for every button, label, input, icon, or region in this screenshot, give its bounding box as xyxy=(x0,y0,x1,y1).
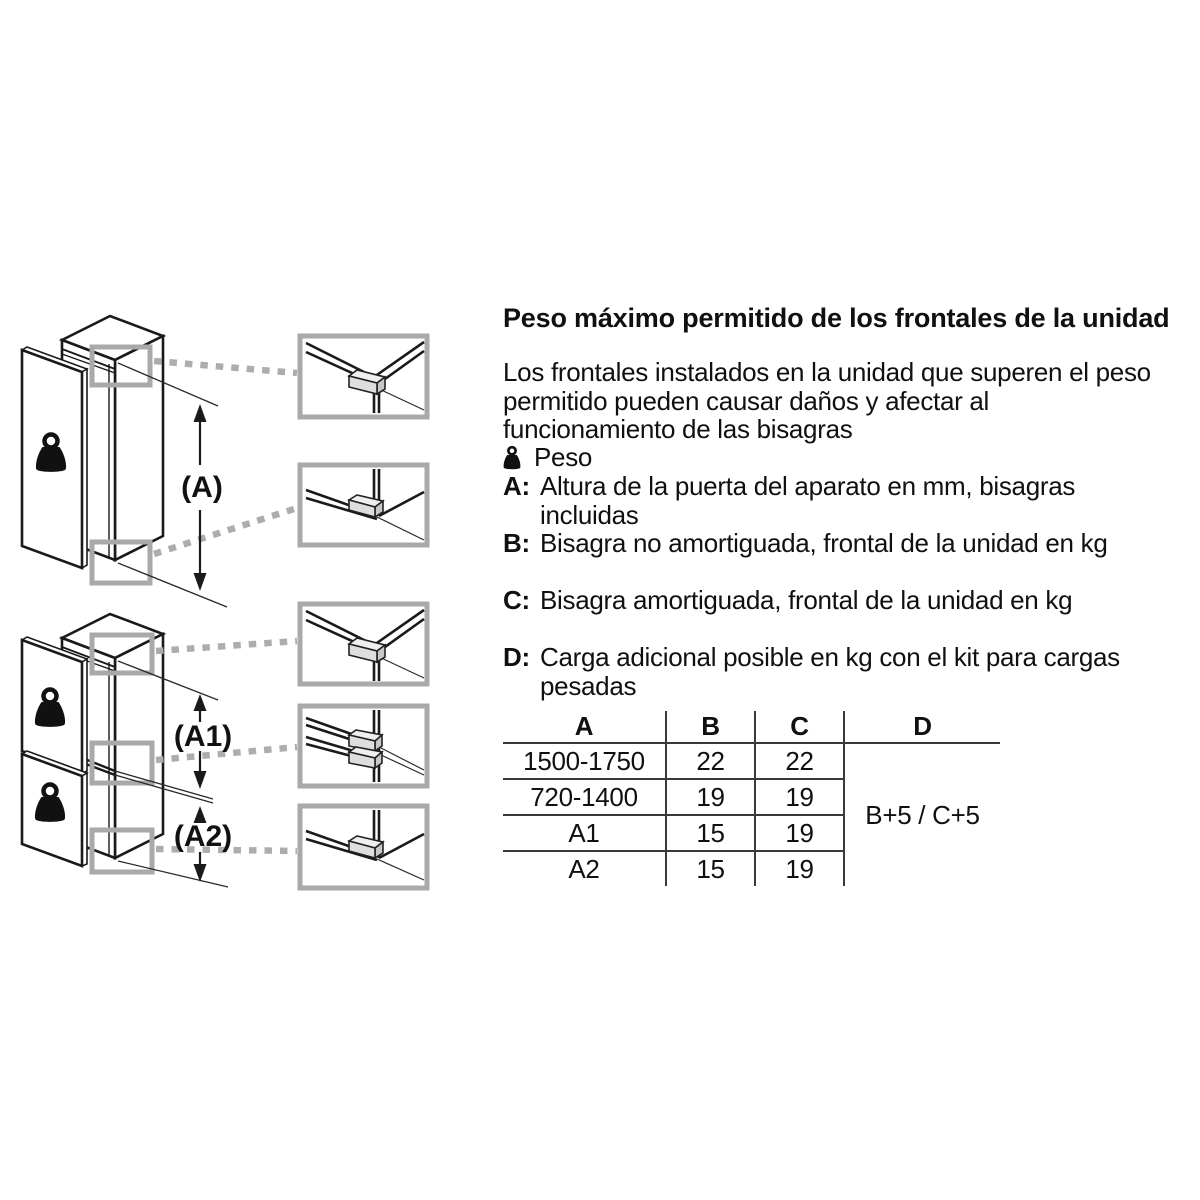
col-header-b: B xyxy=(666,711,755,743)
dashed-connectors xyxy=(154,361,297,554)
dimension-label-a2: (A2) xyxy=(173,820,233,853)
cell-a: A1 xyxy=(503,815,666,851)
cell-d-merged: B+5 / C+5 xyxy=(865,799,980,830)
legend-text: Bisagra no amortiguada, frontal de la unidad en kg xyxy=(540,528,1108,558)
legend-key: C: xyxy=(503,585,530,615)
cell-b: 15 xyxy=(666,815,755,851)
dimension-label-a1: (A1) xyxy=(173,720,233,753)
cell-a: 720-1400 xyxy=(503,779,666,815)
hinge-detail-top-double xyxy=(300,604,427,684)
intro-paragraph xyxy=(503,358,1178,444)
hinge-detail-middle-double xyxy=(300,706,427,786)
cell-b: 15 xyxy=(666,851,755,886)
weight-icon xyxy=(503,446,521,470)
arrowhead-up xyxy=(194,694,207,711)
dimension-a xyxy=(181,404,223,591)
intro-line: funcionamiento de las bisagras xyxy=(503,414,853,444)
single-door-unit-diagram xyxy=(22,316,297,607)
hinge-detail-top-single xyxy=(300,336,427,417)
cell-c: 19 xyxy=(755,779,844,815)
legend-peso-label: Peso xyxy=(534,442,593,473)
legend-key: A: xyxy=(503,471,530,501)
cell-a: 1500-1750 xyxy=(503,743,666,779)
intro-line: Los frontales instalados en la unidad que superen el peso xyxy=(503,357,1151,387)
double-door-unit-diagram xyxy=(22,614,297,887)
legend-item-d xyxy=(503,643,1178,700)
legend-text: Bisagra amortiguada, frontal de la unidad en kg xyxy=(540,585,1073,615)
dimension-a2 xyxy=(174,806,232,882)
cell-b: 19 xyxy=(666,779,755,815)
cell-c: 19 xyxy=(755,851,844,886)
hinge-block xyxy=(349,730,382,768)
legend-item-a xyxy=(503,472,1178,529)
cell-c: 19 xyxy=(755,815,844,851)
legend-item-b xyxy=(503,529,1178,558)
col-header-d: D xyxy=(844,711,1000,743)
legend-peso-row xyxy=(503,444,1178,473)
col-header-c: C xyxy=(755,711,844,743)
table-row xyxy=(503,743,1000,779)
arrowhead-down xyxy=(194,771,207,789)
legend-key: D: xyxy=(503,642,530,672)
hinge-detail-bottom-single xyxy=(300,465,427,545)
cell-a: A2 xyxy=(503,851,666,886)
dimension-a1 xyxy=(174,694,232,789)
table-header-row xyxy=(503,711,1000,743)
legend-text: Altura de la puerta del aparato en mm, bisagras incluidas xyxy=(540,471,1076,530)
legend-key: B: xyxy=(503,528,530,558)
dimension-label-a: (A) xyxy=(181,471,223,504)
text-column xyxy=(503,302,1178,886)
arrowhead-up xyxy=(194,404,207,422)
cell-c: 22 xyxy=(755,743,844,779)
intro-line: permitido pueden causar daños y afectar al xyxy=(503,385,990,416)
weight-limits-table xyxy=(503,711,1000,886)
cell-b: 22 xyxy=(666,743,755,779)
legend-item-c xyxy=(503,586,1178,615)
legend-text: Carga adicional posible en kg con el kit para cargas pesadas xyxy=(540,642,1120,701)
hinge-installation-diagram xyxy=(0,295,500,915)
hinge-detail-bottom-double xyxy=(300,806,427,888)
col-header-a: A xyxy=(503,711,666,743)
page-title: Peso máximo permitido de los frontales de la unidad xyxy=(503,303,1170,333)
arrowhead-down xyxy=(194,573,207,591)
